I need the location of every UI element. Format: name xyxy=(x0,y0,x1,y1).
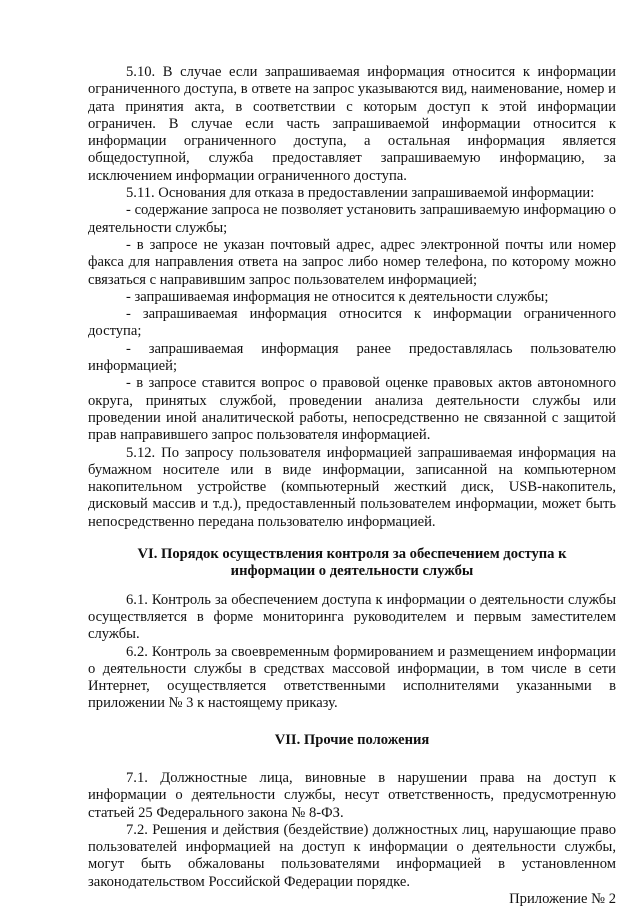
paragraph-6-1: 6.1. Контроль за обеспечением доступа к информации о деятельности службы осуществляется в форме мониторинга руководителем и первым заместителем службы. xyxy=(88,591,616,643)
section-7-heading: VII. Прочие положения xyxy=(274,731,430,748)
section-6-heading: VI. Порядок осуществления контроля за обеспечением доступа к информации о деятельности службы xyxy=(137,546,567,580)
paragraph-7-1: 7.1. Должностные лица, виновные в нарушении права на доступ к информации о деятельности службы, несут ответственность, предусмотренную статьей 25 Федерального закона № 8-ФЗ. xyxy=(88,769,616,821)
paragraph-5-12: 5.12. По запросу пользователя информацией запрашиваемая информация на бумажном носителе или в виде информации, записанной на компьютерном накопительном устройстве (компьютерный жесткий диск, USB-накопитель, дисковый массив и т.д.), предоставленный пользователем информации, может быть непосредственно передана пользователю информацией. xyxy=(88,444,616,530)
list-item: - в запросе не указан почтовый адрес, адрес электронной почты или номер факса для направления ответа на запрос либо номер телефона, по которому можно связаться с направившим запрос пользователем информацией; xyxy=(88,236,616,288)
list-item: - запрашиваемая информация относится к информации ограниченного доступа; xyxy=(88,306,616,340)
list-item: - содержание запроса не позволяет установить запрашиваемую информацию о деятельности службы; xyxy=(88,202,616,236)
list-item: - запрашиваемая информация не относится к деятельности службы; xyxy=(126,288,549,305)
appendix-label: Приложение № 2 xyxy=(509,891,616,908)
paragraph-6-2: 6.2. Контроль за своевременным формированием и размещением информации о деятельности службы в средствах массовой информации, в том числе в сети Интернет, осуществляется ответственными исполнителями указанными в приложении № 3 к настоящему приказу. xyxy=(88,643,616,712)
list-item: - запрашиваемая информация ранее предоставлялась пользователю информацией; xyxy=(88,340,616,375)
document-page xyxy=(88,64,616,908)
paragraph-5-11: 5.11. Основания для отказа в предоставлении запрашиваемой информации: xyxy=(126,185,595,202)
paragraph-5-10: 5.10. В случае если запрашиваемая информация относится к информации ограниченного доступа, в ответе на запрос указываются вид, наименование, номер и дата принятия акта, в соответствии с которым доступ к этой информации ограничен. В случае если часть запрашиваемой информации относится к информации ограниченного доступа, а остальная информация является общедоступной, служба предоставляет запрашиваемую информацию, за исключением информации ограниченного доступа. xyxy=(88,64,616,184)
list-item: - в запросе ставится вопрос о правовой оценке правовых актов автономного округа, принятых службой, проведении анализа деятельности службы или проведении иной аналитической работы, непосредственно не связанной с защитой прав направившего запрос пользователя информацией. xyxy=(88,375,616,444)
paragraph-7-2: 7.2. Решения и действия (бездействие) должностных лиц, нарушающие право пользователей информацией на доступ к информации о деятельности службы, могут быть обжалованы пользователями информацией в установленном законодательством Российской Федерации порядке. xyxy=(88,821,616,890)
